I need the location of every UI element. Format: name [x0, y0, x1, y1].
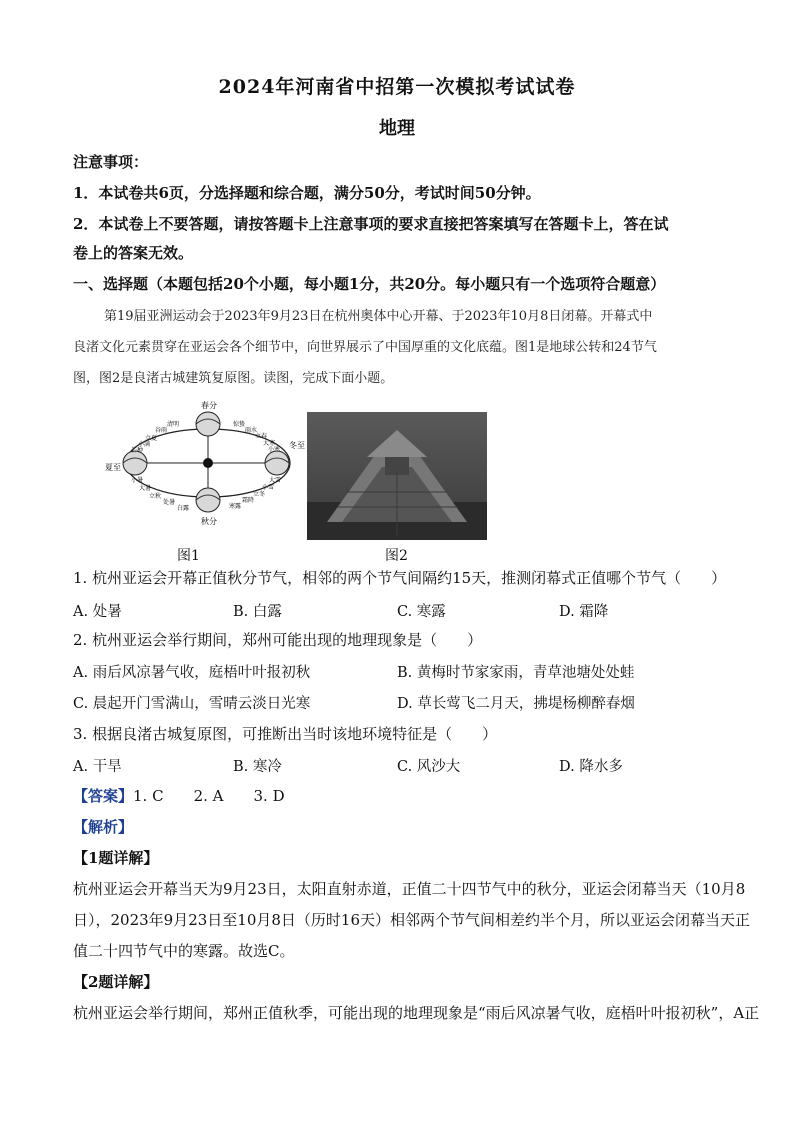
section-heading: 一、选择题（本题包括20个小题，每小题1分，共20分。每小题只有一个选项符合题意）: [73, 275, 666, 293]
figure1-caption: 图1: [177, 548, 200, 564]
sun-icon: [203, 458, 213, 468]
passage-line-3: 图，图2是良渚古城建筑复原图。读图，完成下面小题。: [73, 371, 394, 386]
question-2-stem: 2. 杭州亚运会举行期间，郑州可能出现的地理现象是（ ）: [73, 631, 483, 649]
svg-text:小暑: 小暑: [131, 477, 144, 484]
subject-title: 地理: [379, 118, 415, 139]
notice-item-2: 2．本试卷上不要答题，请按答题卡上注意事项的要求直接把答案填写在答题卡上，答在试: [73, 215, 669, 233]
svg-text:秋分: 秋分: [201, 517, 217, 526]
q2-option-b: B. 黄梅时节家家雨，青草池塘处处蛙: [397, 665, 635, 681]
svg-text:白露: 白露: [177, 505, 190, 512]
svg-text:清明: 清明: [167, 421, 180, 428]
svg-text:大雪: 大雪: [269, 477, 282, 484]
q3-option-a: A. 干旱: [73, 759, 122, 775]
passage-line-1: 第19届亚洲运动会于2023年9月23日在杭州奥体中心开幕、于2023年10月8日闭幕。开幕式中: [104, 309, 653, 324]
svg-text:小寒: 小寒: [268, 446, 281, 453]
q1-option-b: B. 白露: [233, 604, 282, 620]
answer-tag: 【答案】: [73, 787, 134, 805]
figure1-orbit-diagram: [105, 400, 305, 540]
figure2-caption: 图2: [385, 548, 408, 564]
answer-text: 1. C 2. A 3. D: [133, 787, 285, 805]
svg-text:谷雨: 谷雨: [155, 427, 168, 434]
svg-text:惊蛰: 惊蛰: [233, 421, 246, 428]
svg-text:立夏: 立夏: [145, 435, 158, 442]
notice-item-1: 1．本试卷共6页，分选择题和综合题，满分50分，考试时间50分钟。: [73, 184, 541, 202]
detail-1-line-2: 日），2023年9月23日至10月8日（历时16天）相邻两个节气间相差约半个月，所以亚运会闭幕当天正: [73, 911, 751, 929]
svg-text:霜降: 霜降: [242, 497, 255, 504]
svg-text:大暑: 大暑: [139, 485, 152, 492]
svg-text:处暑: 处暑: [163, 499, 176, 506]
detail-1-line-1: 杭州亚运会开幕当天为9月23日，太阳直射赤道，正值二十四节气中的秋分，亚运会闭幕当天（10月8: [73, 880, 746, 898]
svg-text:小满: 小满: [138, 441, 151, 448]
q2-option-d: D. 草长莺飞二月天，拂堤杨柳醉春烟: [397, 696, 635, 712]
figure2-reconstruction-photo: [307, 412, 487, 540]
svg-text:芒种: 芒种: [131, 447, 144, 454]
svg-text:雨水: 雨水: [245, 427, 258, 434]
q2-option-a: A. 雨后风凉暑气收，庭梧叶叶报初秋: [73, 665, 311, 681]
svg-text:立冬: 立冬: [253, 491, 266, 498]
q1-option-d: D. 霜降: [559, 604, 609, 620]
notice-item-2-cont: 卷上的答案无效。: [73, 244, 194, 262]
svg-text:夏至: 夏至: [105, 463, 121, 472]
question-3-stem: 3. 根据良渚古城复原图，可推断出当时该地环境特征是（ ）: [73, 725, 498, 743]
detail-1-line-3: 值二十四节气中的寒露。故选C。: [73, 942, 295, 960]
q3-option-b: B. 寒冷: [233, 759, 282, 775]
q2-option-c: C. 晨起开门雪满山，雪晴云淡日光寒: [73, 696, 311, 712]
detail-2-heading: 【2题详解】: [73, 973, 159, 991]
label-spring-equinox: 春分: [201, 401, 217, 410]
detail-1-heading: 【1题详解】: [73, 849, 159, 867]
svg-text:立秋: 立秋: [149, 493, 162, 500]
analysis-tag: 【解析】: [73, 818, 134, 836]
question-1-stem: 1. 杭州亚运会开幕正值秋分节气，相邻的两个节气间隔约15天，推测闭幕式正值哪个节气（ ）: [73, 569, 727, 587]
passage-line-2: 良渚文化元素贯穿在亚运会各个细节中，向世界展示了中国厚重的文化底蕴。图1是地球公转和24节气: [73, 340, 657, 355]
q1-option-a: A. 处暑: [73, 604, 122, 620]
q1-option-c: C. 寒露: [397, 604, 446, 620]
svg-text:小雪: 小雪: [262, 484, 275, 491]
svg-text:大寒: 大寒: [263, 440, 276, 447]
svg-text:立春: 立春: [255, 433, 268, 440]
q3-option-d: D. 降水多: [559, 759, 623, 775]
notice-heading: 注意事项：: [73, 153, 149, 171]
page-title: 2024年河南省中招第一次模拟考试试卷: [218, 76, 576, 98]
svg-text:寒露: 寒露: [229, 503, 242, 510]
answer-line: [73, 786, 723, 806]
q3-option-c: C. 风沙大: [397, 759, 461, 775]
svg-text:冬至: 冬至: [289, 441, 305, 450]
detail-2-line-1: 杭州亚运会举行期间，郑州正值秋季，可能出现的地理现象是“雨后风凉暑气收，庭梧叶叶报初秋”，A正: [73, 1004, 760, 1022]
